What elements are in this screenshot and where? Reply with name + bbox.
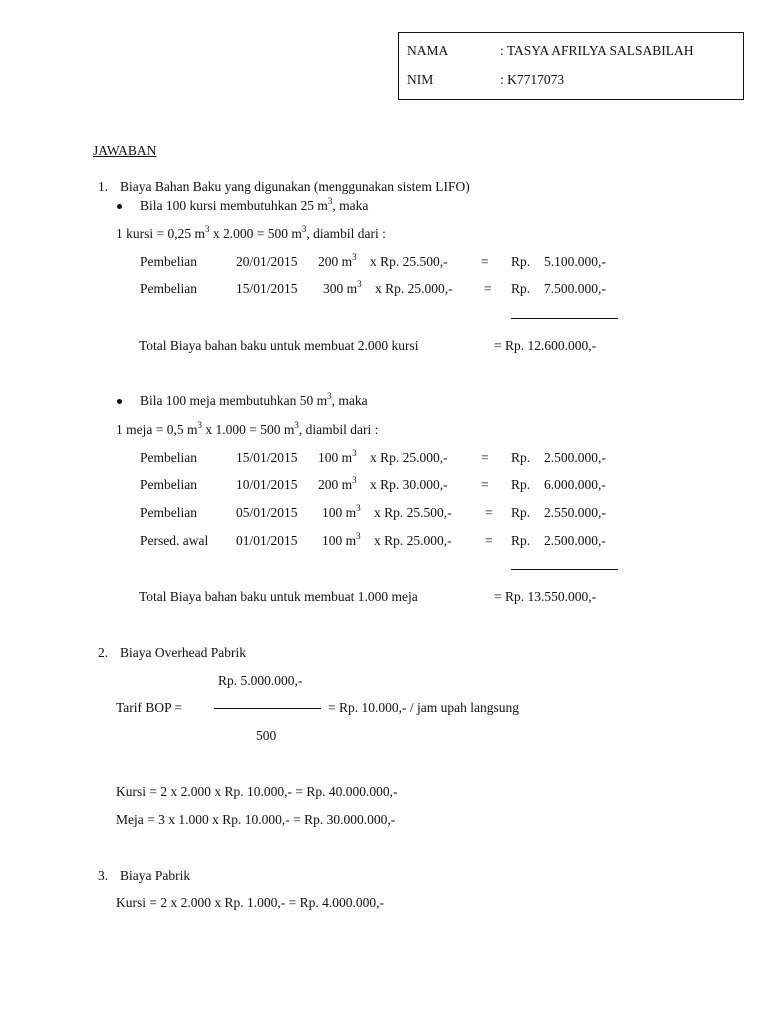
pabrik-kursi-line: Kursi = 2 x 2.000 x Rp. 1.000,- = Rp. 4.000.000,- [116, 895, 384, 910]
bop-meja-line: Meja = 3 x 1.000 x Rp. 10.000,- = Rp. 30.000.000,- [116, 812, 396, 827]
row-label: Pembelian [140, 281, 197, 296]
nama-label: NAMA [407, 43, 449, 58]
q2-number: 2. [98, 645, 109, 660]
row-date: 10/01/2015 [236, 477, 298, 492]
row-equals: = [481, 450, 489, 465]
row-equals: = [481, 477, 489, 492]
kursi-calc-line: 1 kursi = 0,25 $m^3$ x 2.000 = 500 $m^3$, diambil dari : [116, 223, 386, 241]
nama-value: : TASYA AFRILYA SALSABILAH [500, 43, 694, 58]
row-multiplier: x Rp. 25.500,- [374, 505, 452, 520]
tarif-denominator: 500 [256, 728, 277, 743]
row-qty: 300 $m^3$ [323, 278, 362, 296]
row-label: Pembelian [140, 254, 197, 269]
row-qty: 100 $m^3$ [322, 502, 361, 520]
row-multiplier: x Rp. 25.000,- [375, 281, 453, 296]
sum-divider [511, 569, 618, 570]
row-date: 01/01/2015 [236, 533, 298, 548]
row-equals: = [481, 254, 489, 269]
tarif-result: = Rp. 10.000,- / jam upah langsung [328, 700, 519, 715]
q1-heading: Biaya Bahan Baku yang digunakan (menggunakan sistem LIFO) [120, 179, 470, 194]
meja-total-value: = Rp. 13.550.000,- [494, 589, 597, 604]
sum-divider [511, 318, 618, 319]
row-qty: 100 $m^3$ [318, 447, 357, 465]
kursi-total-label: Total Biaya bahan baku untuk membuat 2.000 kursi [139, 338, 419, 353]
tarif-numerator: Rp. 5.000.000,- [218, 673, 303, 688]
row-date: 20/01/2015 [236, 254, 298, 269]
row-rp: Rp. [511, 477, 531, 492]
page-title: JAWABAN [93, 143, 157, 158]
row-label: Pembelian [140, 450, 197, 465]
meja-bullet-text: Bila 100 meja membutuhkan 50 $m^3$, maka [140, 390, 368, 408]
bullet-icon [117, 204, 122, 209]
nim-label: NIM [407, 72, 434, 87]
row-qty: 100 $m^3$ [322, 530, 361, 548]
q1-number: 1. [98, 179, 109, 194]
meja-total-label: Total Biaya bahan baku untuk membuat 1.000 meja [139, 589, 418, 604]
q3-number: 3. [98, 868, 109, 883]
nim-value: : K7717073 [500, 72, 565, 87]
kursi-total-value: = Rp. 12.600.000,- [494, 338, 597, 353]
row-label: Persed. awal [140, 533, 209, 548]
row-rp: Rp. [511, 281, 531, 296]
row-date: 15/01/2015 [236, 281, 298, 296]
meja-calc-line: 1 meja = 0,5 $m^3$ x 1.000 = 500 $m^3$, diambil dari : [116, 419, 379, 437]
row-total: 6.000.000,- [544, 477, 606, 492]
row-date: 15/01/2015 [236, 450, 298, 465]
row-equals: = [485, 533, 493, 548]
bop-kursi-line: Kursi = 2 x 2.000 x Rp. 10.000,- = Rp. 40.000.000,- [116, 784, 398, 799]
row-equals: = [484, 281, 492, 296]
row-total: 2.500.000,- [544, 450, 606, 465]
row-rp: Rp. [511, 505, 531, 520]
row-total: 2.500.000,- [544, 533, 606, 548]
row-rp: Rp. [511, 533, 531, 548]
row-equals: = [485, 505, 493, 520]
row-multiplier: x Rp. 25.500,- [370, 254, 448, 269]
row-label: Pembelian [140, 477, 197, 492]
fraction-bar [214, 708, 321, 709]
row-total: 2.550.000,- [544, 505, 606, 520]
row-qty: 200 $m^3$ [318, 251, 357, 269]
row-label: Pembelian [140, 505, 197, 520]
row-multiplier: x Rp. 25.000,- [370, 450, 448, 465]
q2-heading: Biaya Overhead Pabrik [120, 645, 246, 660]
kursi-bullet-text: Bila 100 kursi membutuhkan 25 $m^3$, maka [140, 195, 369, 213]
bullet-icon [117, 399, 122, 404]
tarif-label: Tarif BOP = [116, 700, 183, 715]
row-multiplier: x Rp. 25.000,- [374, 533, 452, 548]
row-total: 5.100.000,- [544, 254, 606, 269]
row-total: 7.500.000,- [544, 281, 606, 296]
row-qty: 200 $m^3$ [318, 474, 357, 492]
row-multiplier: x Rp. 30.000,- [370, 477, 448, 492]
row-rp: Rp. [511, 450, 531, 465]
row-rp: Rp. [511, 254, 531, 269]
q3-heading: Biaya Pabrik [120, 868, 191, 883]
row-date: 05/01/2015 [236, 505, 298, 520]
